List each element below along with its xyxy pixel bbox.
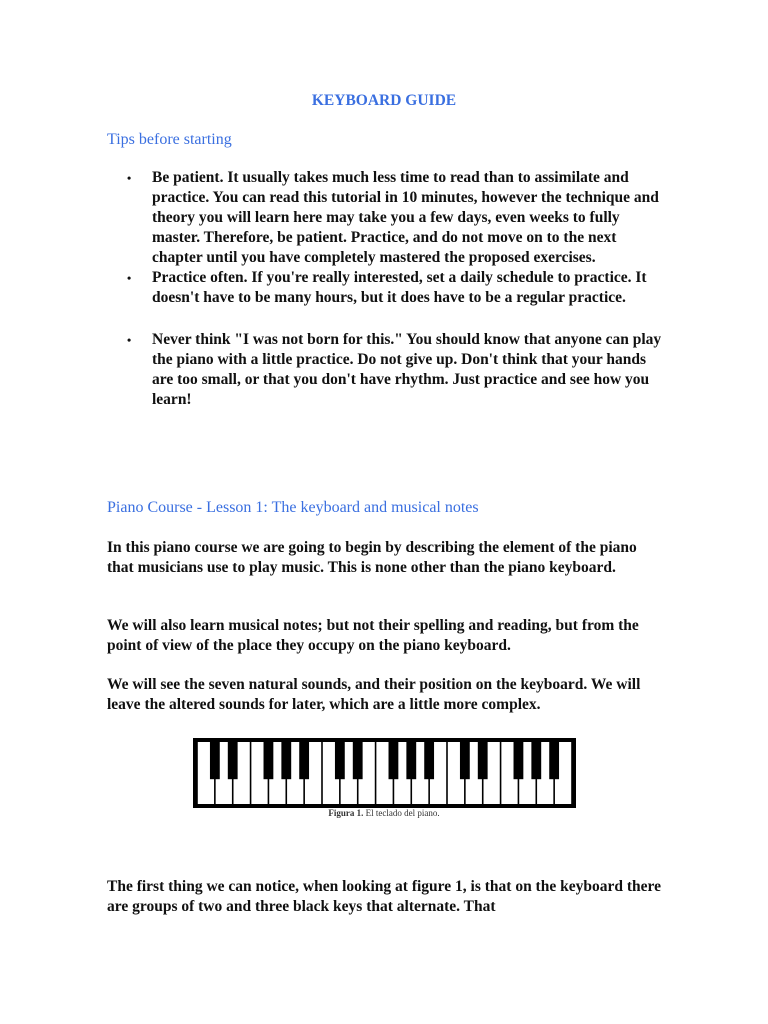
paragraph: We will also learn musical notes; but not their spelling and reading, but from the point of view of the place they occupy on the piano keyboard. (107, 617, 639, 654)
figure-label: Figura 1. (328, 808, 364, 818)
black-key (460, 742, 470, 779)
lesson-heading: Piano Course - Lesson 1: The keyboard and musical notes (107, 499, 479, 516)
tips-list (107, 168, 667, 410)
list-item (107, 268, 667, 308)
black-key (228, 742, 238, 779)
black-key (549, 742, 559, 779)
document-title: KEYBOARD GUIDE (311, 92, 457, 109)
list-item (107, 330, 667, 410)
bullet-icon: • (127, 271, 132, 285)
tip-text: Practice often. If you're really interested, set a daily schedule to practice. It doesn't have to be many hours, but it does have to be a regular practice. (152, 269, 647, 306)
bullet-icon: • (127, 171, 132, 185)
black-key (299, 742, 309, 779)
black-key (424, 742, 434, 779)
bullet-icon: • (127, 333, 132, 347)
tip-text: Be patient. It usually takes much less time to read than to assimilate and practice. You can read this tutorial in 10 minutes, however the technique and theory you will learn here may take you a few days, even weeks to fully master. Therefore, be patient. Practice, and do not move on to the next chapter until you have completely mastered the proposed exercises. (152, 169, 659, 266)
piano-keyboard-figure (193, 738, 576, 808)
black-key (264, 742, 274, 779)
list-item (107, 168, 667, 268)
black-key (514, 742, 524, 779)
black-key (353, 742, 363, 779)
black-key (389, 742, 399, 779)
paragraph: We will see the seven natural sounds, and their position on the keyboard. We will leave the altered sounds for later, which are a little more complex. (107, 676, 641, 713)
paragraph: In this piano course we are going to begin by describing the element of the piano that musicians use to play music. This is none other than the piano keyboard. (107, 539, 637, 576)
black-key (478, 742, 488, 779)
figure-caption (0, 808, 768, 818)
tips-heading: Tips before starting (107, 131, 232, 148)
figure-caption-text: El teclado del piano. (365, 808, 440, 818)
black-key (531, 742, 541, 779)
black-key (210, 742, 220, 779)
black-key (335, 742, 345, 779)
paragraph: The first thing we can notice, when looking at figure 1, is that on the keyboard there are groups of two and three black keys that alternate. That (107, 878, 661, 915)
tip-text: Never think "I was not born for this." You should know that anyone can play the piano with a little practice. Do not give up. Don't think that your hands are too small, or that you don't have rhythm. Just practice and see how you learn! (152, 331, 662, 408)
black-key (406, 742, 416, 779)
black-key (281, 742, 291, 779)
